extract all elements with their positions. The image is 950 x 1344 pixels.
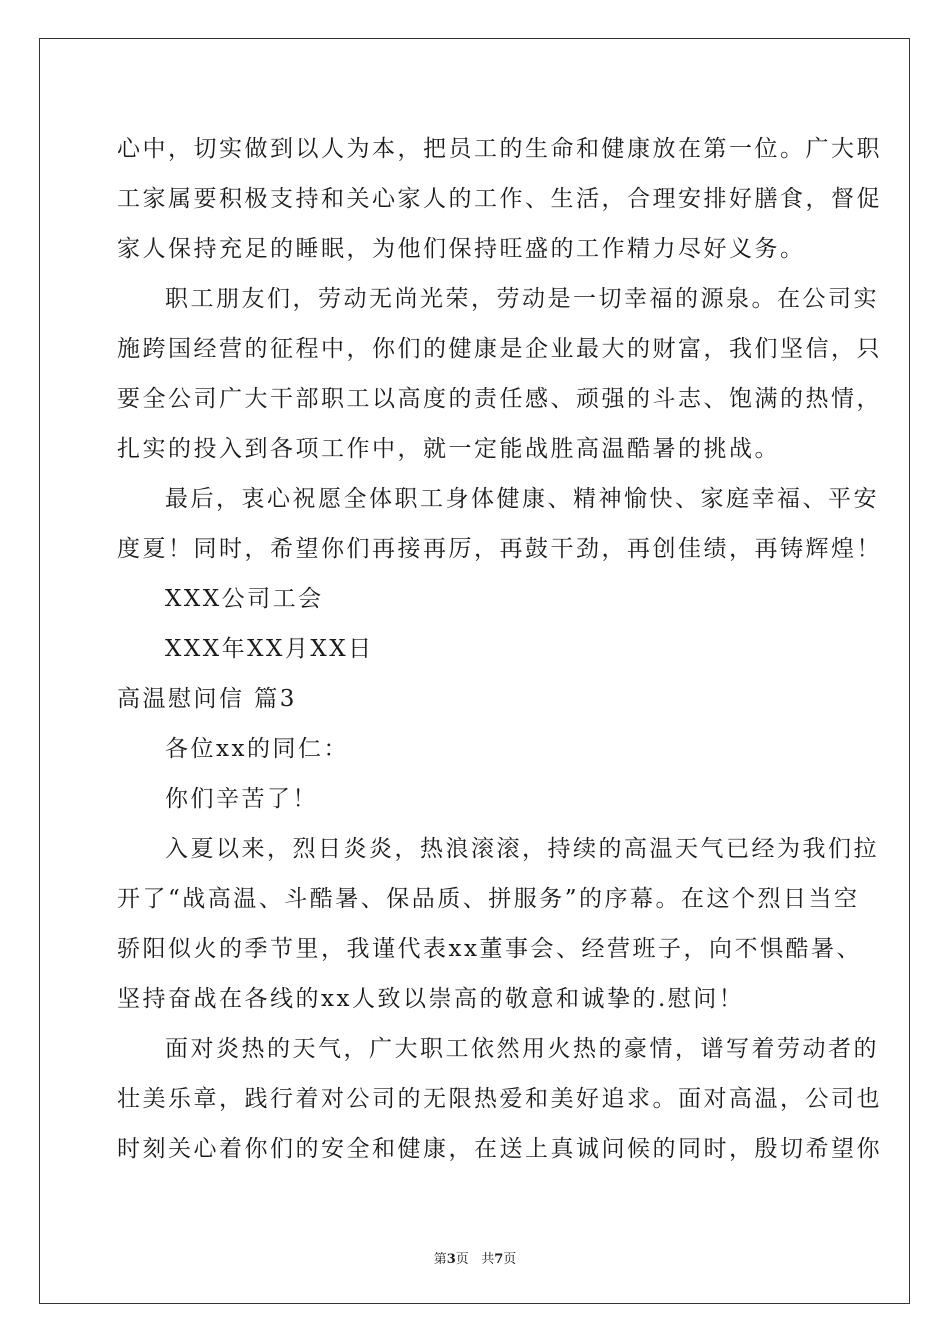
text-line: 壮美乐章，践行着对公司的无限热爱和美好追求。面对高温，公司也 (117, 1086, 882, 1112)
text-line: 入夏以来，烈日炎炎，热浪滚滚，持续的高温天气已经为我们拉 (165, 836, 879, 862)
text-line: 扎实的投入到各项工作中，就一定能战胜高温酷暑的挑战。 (117, 436, 780, 462)
total-prefix: 共 (481, 1252, 495, 1267)
page-prefix: 第 (433, 1252, 447, 1267)
text-line: 心中，切实做到以人为本，把员工的生命和健康放在第一位。广大职 (117, 136, 882, 162)
text-line: 时刻关心着你们的安全和健康，在送上真诚问候的同时，殷切希望你 (117, 1136, 882, 1162)
signature-date: XXX年XX月XX日 (165, 636, 374, 662)
text-line: 职工朋友们，劳动无尚光荣，劳动是一切幸福的源泉。在公司实 (165, 286, 879, 312)
document-body (117, 124, 882, 1174)
text-line: 面对炎热的天气，广大职工依然用火热的豪情，谱写着劳动者的 (165, 1036, 879, 1062)
text-line: 施跨国经营的征程中，你们的健康是企业最大的财富，我们坚信，只 (117, 336, 882, 362)
text-line: 工家属要积极支持和关心家人的工作、生活，合理安排好膳食，督促 (117, 186, 882, 212)
text-line: 骄阳似火的季节里，我谨代表xx董事会、经营班子，向不惧酷暑、 (117, 936, 862, 962)
total-suffix: 页 (503, 1252, 517, 1267)
page-number: 3 (446, 1252, 456, 1267)
text-line: 度夏！同时，希望你们再接再厉，再鼓干劲，再创佳绩，再铸辉煌！ (117, 536, 882, 562)
page-suffix: 页 (455, 1252, 469, 1267)
text-line: 要全公司广大干部职工以高度的责任感、顽强的斗志、饱满的热情， (117, 386, 882, 412)
salutation: 各位xx的同仁： (165, 736, 349, 762)
text-line: 开了“战高温、斗酷暑、保品质、拼服务”的序幕。在这个烈日当空 (117, 886, 860, 912)
page-footer (0, 1248, 950, 1267)
greeting: 你们辛苦了！ (165, 786, 318, 812)
section-heading: 高温慰问信 篇3 (117, 686, 297, 712)
text-line: 家人保持充足的睡眠，为他们保持旺盛的工作精力尽好义务。 (117, 236, 806, 262)
text-line: 坚持奋战在各线的xx人致以崇高的敬意和诚挚的.慰问！ (117, 986, 745, 1012)
total-pages: 7 (494, 1252, 504, 1267)
signature-org: XXX公司工会 (165, 586, 324, 612)
text-line: 最后，衷心祝愿全体职工身体健康、精神愉快、家庭幸福、平安 (165, 486, 879, 512)
